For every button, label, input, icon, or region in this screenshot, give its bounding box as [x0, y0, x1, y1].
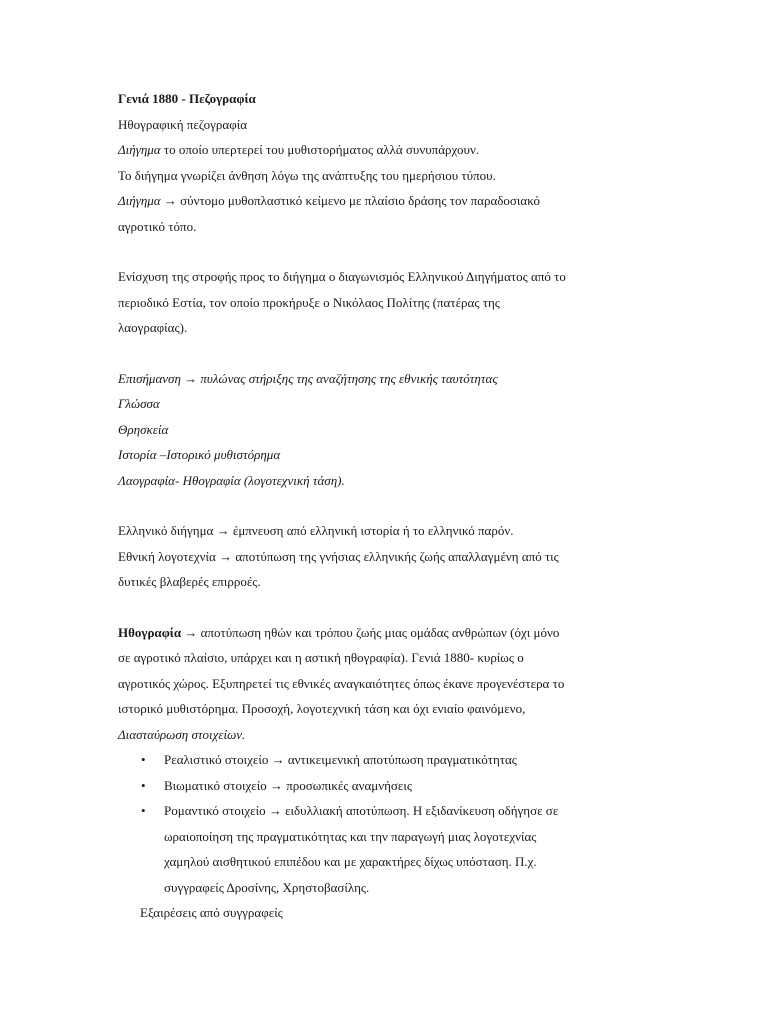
text-line: Ελληνικό διήγημα → έμπνευση από ελληνική ιστορία ή το ελληνικό παρόν.	[118, 523, 514, 538]
italic-term: Διήγημα	[118, 193, 161, 208]
text-line: Ηθογραφική πεζογραφία	[118, 116, 248, 132]
text-line: χαμηλού αισθητικού επιπέδου και με χαρακτήρες δίχως υπόσταση. Π.χ.	[164, 854, 537, 869]
text-line: ωραιοποίηση της πραγματικότητας και την παραγωγή μιας λογοτεχνίας	[164, 828, 537, 844]
text-line: αγροτικό τόπο.	[118, 218, 197, 234]
bullet-marker: •	[141, 803, 146, 818]
text-run: → αποτύπωση ηθών και τρόπου ζωής μιας ομάδας ανθρώπων (όχι μόνο	[181, 624, 560, 640]
list-item	[118, 747, 648, 773]
bullet-marker: •	[141, 777, 146, 793]
text-line: Λαογραφία- Ηθογραφία (λογοτεχνική τάση).	[118, 472, 345, 488]
text-line: περιοδικό Εστία, τον οποίο προκήρυξε ο Νικόλαος Πολίτης (πατέρας της	[118, 294, 500, 310]
text-run: → σύντομο μυθοπλαστικό κείμενο με πλαίσιο δράσης τον παραδοσιακό	[160, 193, 540, 208]
intro-paragraph	[118, 112, 648, 240]
bold-term: Ηθογραφία	[118, 624, 182, 640]
text-line: Διασταύρωση στοιχείων.	[118, 726, 246, 742]
document-page	[118, 86, 648, 926]
text-line: δυτικές βλαβερές επιρροές.	[118, 574, 261, 589]
text-line: Ενίσχυση της στροφής προς το διήγημα ο διαγωνισμός Ελληνικού Διηγήματος από το	[118, 269, 566, 284]
list-item	[118, 798, 648, 900]
text-line: Επισήμανση → πυλώνας στήριξης της αναζήτησης της εθνικής ταυτότητας	[118, 370, 498, 386]
text-line: Το διήγημα γνωρίζει άνθηση λόγω της ανάπτυξης του ημερήσιου τύπου.	[118, 167, 496, 183]
text-line	[118, 620, 648, 646]
text-line: Εθνική λογοτεχνία → αποτύπωση της γνήσιας ελληνικής ζωής απαλλαγμένη από τις	[118, 548, 559, 564]
text-line: Βιωματικό στοιχείο → προσωπικές αναμνήσεις	[164, 777, 413, 793]
greek-story-paragraph	[118, 518, 648, 595]
text-line: σε αγροτικό πλαίσιο, υπάρχει και η αστική ηθογραφία). Γενιά 1880- κυρίως ο	[118, 650, 524, 665]
list-item	[118, 773, 648, 799]
text-line: αγροτικός χώρος. Εξυπηρετεί τις εθνικές αναγκαιότητες όπως έκανε προγενέστερα το	[118, 675, 565, 691]
italic-term: Διήγημα	[118, 142, 161, 157]
paragraph-gap	[118, 239, 648, 264]
bullet-marker: •	[141, 752, 146, 767]
text-line: ιστορικό μυθιστόρημα. Προσοχή, λογοτεχνική τάση και όχι ενιαίο φαινόμενο,	[118, 701, 526, 716]
paragraph-gap	[118, 341, 648, 366]
ethography-paragraph	[118, 620, 648, 748]
pillars-paragraph	[118, 366, 648, 494]
bullet-list	[118, 747, 648, 900]
text-run: το οποίο υπερτερεί του μυθιστορήματος αλλά συνυπάρχουν.	[160, 142, 480, 157]
text-line: Ρομαντικό στοιχείο → ειδυλλιακή αποτύπωση. Η εξιδανίκευση οδήγησε σε	[164, 803, 559, 818]
text-line: Ρεαλιστικό στοιχείο → αντικειμενική αποτύπωση πραγματικότητας	[164, 752, 517, 767]
text-line: Γλώσσα	[118, 396, 160, 411]
page-title: Γενιά 1880 - Πεζογραφία	[118, 91, 256, 106]
paragraph-gap	[118, 595, 648, 620]
text-line: λαογραφίας).	[118, 320, 188, 335]
paragraph-gap	[118, 493, 648, 518]
text-line	[118, 137, 648, 163]
text-line: Θρησκεία	[118, 421, 169, 437]
text-line: συγγραφείς Δροσίνης, Χρηστοβασίλης.	[164, 879, 370, 895]
estia-paragraph	[118, 264, 648, 341]
text-line: Εξαιρέσεις από συγγραφείς	[140, 905, 283, 920]
text-line	[118, 188, 648, 214]
text-line: Ιστορία –Ιστορικό μυθιστόρημα	[118, 447, 281, 462]
